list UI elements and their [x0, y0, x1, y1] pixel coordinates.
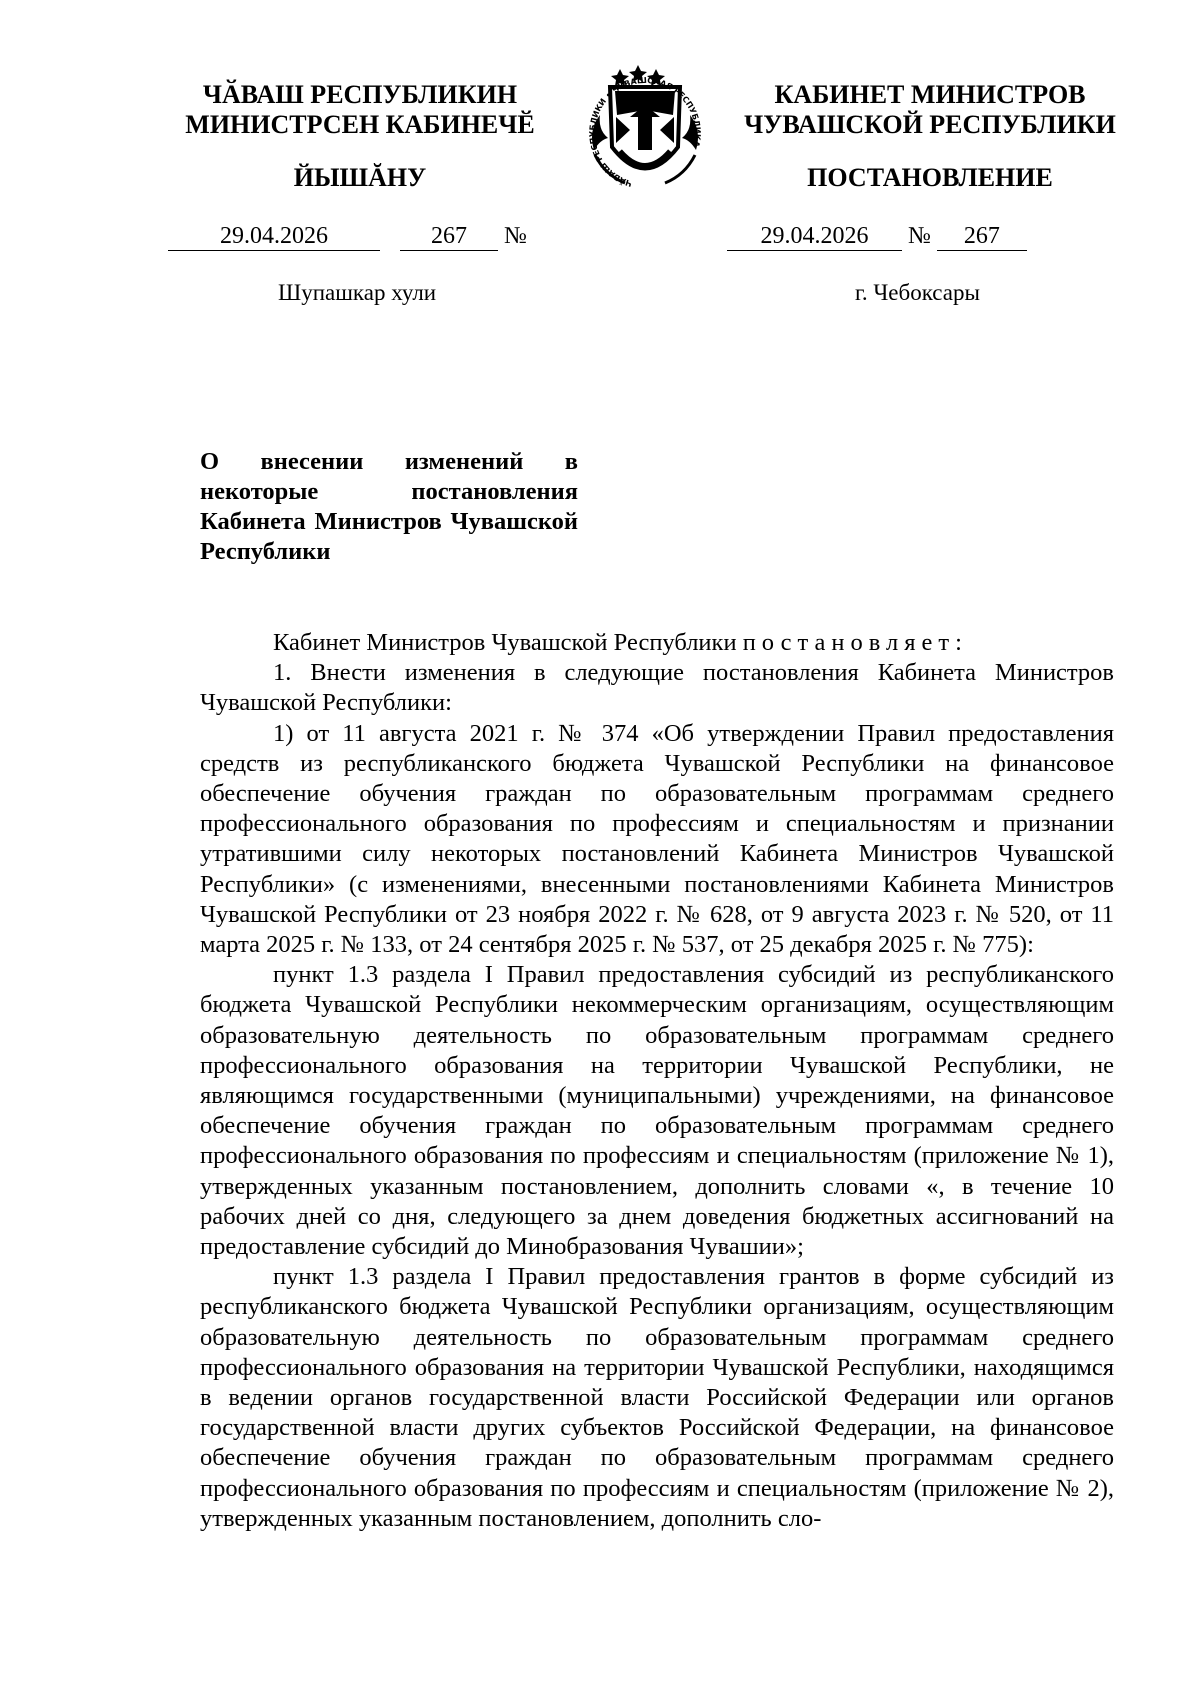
document-body [200, 628, 1114, 1534]
city-right: г. Чебоксары [855, 280, 980, 305]
paragraph-1: 1. Внести изменения в следующие постановления Кабинета Министров Чувашской Республики: [200, 659, 1114, 717]
paragraph-4: пункт 1.3 раздела I Правил предоставления грантов в форме субсидий из республиканского бюджета Чувашской Республики организациям, осуществляющим образовательную деятельность по образовательным программам среднего профессионального образования на территории Чувашской Республики, находящимся в ведении органов государственной власти Российской Федерации или органов государственной власти других субъектов Российской Федерации, на финансовое обеспечение обучения граждан по образовательным программам среднего профессионального образования по профессиям и специальностям (приложение № 2), утвержденных указанным постановлением, дополнить сло- [200, 1263, 1114, 1532]
header-right-line2: ЧУВАШСКОЙ РЕСПУБЛИКИ [744, 110, 1116, 139]
date-number-right [727, 222, 1027, 252]
date-right: 29.04.2026 [727, 222, 902, 251]
date-number-left [168, 222, 527, 252]
header-right-line1: КАБИНЕТ МИНИСТРОВ [774, 80, 1086, 109]
emblem-ring-text: ЧӐВАШ РЕСПУБЛИКИ • ЧУВАШСКАЯ РЕСПУБЛИКА [588, 75, 703, 189]
document-title: О внесении изменений в некоторые постановления Кабинета Министров Чувашской Республики [200, 448, 578, 565]
paragraph-2: 1) от 11 августа 2021 г. № 374 «Об утверждении Правил предоставления средств из республиканского бюджета Чувашской Республики на финансовое обеспечение обучения граждан по образовательным программам среднего профессионального образования по профессиям и специальностям и признании утратившими силу некоторых постановлений Кабинета Министров Чувашской Республики» (с изменениями, внесенными постановлениями Кабинета Министров Чувашской Республики от 23 ноября 2022 г. № 628, от 9 августа 2023 г. № 520, от 11 марта 2025 г. № 133, от 24 сентября 2025 г. № 537, от 25 декабря 2025 г. № 775): [200, 719, 1114, 959]
date-left: 29.04.2026 [168, 222, 380, 251]
num-sign-left: № [504, 223, 527, 249]
number-right: 267 [937, 222, 1027, 251]
header-left-line2: МИНИСТРСЕН КАБИНЕЧӖ [185, 110, 535, 139]
header-right [730, 80, 1130, 140]
num-sign-right: № [908, 223, 931, 249]
intro-decree-word: постановляет [742, 629, 956, 656]
doc-type-right: ПОСТАНОВЛЕНИЕ [807, 163, 1053, 192]
intro-suffix: : [955, 629, 962, 656]
intro-paragraph [200, 628, 1114, 658]
coat-of-arms-icon [570, 55, 720, 205]
paragraph-3: пункт 1.3 раздела I Правил предоставления субсидий из республиканского бюджета Чувашской Республики некоммерческим организациям, осуществляющим образовательную деятельность по образовательным программам среднего профессионального образования на территории Чувашской Республики, не являющимся государственными (муниципальными) учреждениями, на финансовое обеспечение обучения граждан по образовательным программам среднего профессионального образования по профессиям и специальностям (приложение № 1), утвержденных указанным постановлением, дополнить словами «, в течение 10 рабочих дней со дня, следующего за днем доведения бюджетных ассигнований на предоставление субсидий до Минобразования Чувашии»; [200, 961, 1114, 1261]
header-left [160, 80, 560, 140]
doc-type-left: ЙЫШĂНУ [293, 163, 427, 192]
intro-prefix: Кабинет Министров Чувашской Республики [273, 629, 743, 656]
number-left: 267 [400, 222, 498, 251]
header-left-line1: ЧӐВАШ РЕСПУБЛИКИН [202, 80, 518, 109]
city-left: Шупашкар хули [278, 280, 437, 305]
